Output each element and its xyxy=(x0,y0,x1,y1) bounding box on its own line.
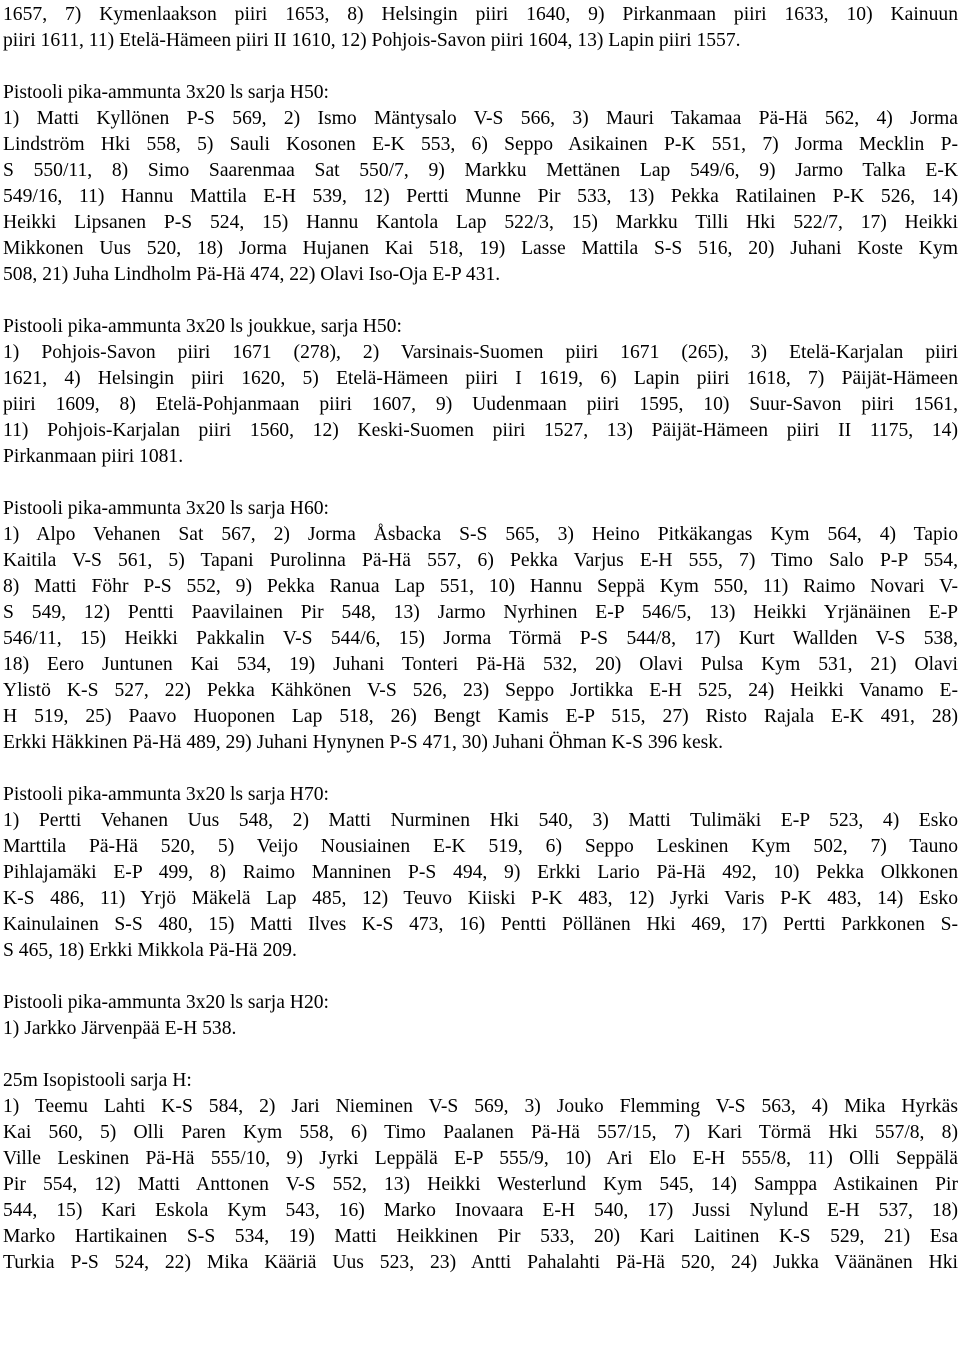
result-line: 8) Matti Föhr P-S 552, 9) Pekka Ranua Lap 551, 10) Hannu Seppä Kym 550, 11) Raimo Novari V- xyxy=(3,576,958,597)
section-isopistooli xyxy=(3,1068,958,1276)
section-heading: 25m Isopistooli sarja H: xyxy=(3,1070,192,1091)
section-h50 xyxy=(3,80,958,288)
result-line: Turkia P-S 524, 22) Mika Kääriä Uus 523, 23) Antti Pahalahti Pä-Hä 520, 24) Jukka Väänänen Hki xyxy=(3,1252,958,1273)
section-heading: Pistooli pika-ammunta 3x20 ls sarja H70: xyxy=(3,784,329,805)
document-page xyxy=(3,2,958,1276)
result-line: K-S 486, 11) Yrjö Mäkelä Lap 485, 12) Teuvo Kiiski P-K 483, 12) Jyrki Varis P-K 483, 14) Esko xyxy=(3,888,958,909)
result-line: 1) Pohjois-Savon piiri 1671 (278), 2) Varsinais-Suomen piiri 1671 (265), 3) Etelä-Karjalan piiri xyxy=(3,342,958,363)
result-line: 546/11, 15) Heikki Pakkalin V-S 544/6, 15) Jorma Törmä P-S 544/8, 17) Kurt Wallden V-S 538, xyxy=(3,628,958,649)
result-line: 18) Eero Juntunen Kai 534, 19) Juhani Tonteri Pä-Hä 532, 20) Olavi Pulsa Kym 531, 21) Olavi xyxy=(3,654,958,675)
section-heading: Pistooli pika-ammunta 3x20 ls sarja H50: xyxy=(3,82,329,103)
result-line: Pirkanmaan piiri 1081. xyxy=(3,446,184,467)
result-line: Lindström Hki 558, 5) Sauli Kosonen E-K 553, 6) Seppo Asikainen P-K 551, 7) Jorma Mecklin P- xyxy=(3,134,958,155)
result-line: Marko Hartikainen S-S 534, 19) Matti Heikkinen Pir 533, 20) Kari Laitinen K-S 529, 21) Esa xyxy=(3,1226,958,1247)
result-line: 1) Jarkko Järvenpää E-H 538. xyxy=(3,1018,237,1039)
result-line: 1) Pertti Vehanen Uus 548, 2) Matti Nurminen Hki 540, 3) Matti Tulimäki E-P 523, 4) Esko xyxy=(3,810,958,831)
result-line: 544, 15) Kari Eskola Kym 543, 16) Marko Inovaara E-H 540, 17) Jussi Nylund E-H 537, 18) xyxy=(3,1200,958,1221)
result-line: 1) Matti Kyllönen P-S 569, 2) Ismo Mäntysalo V-S 566, 3) Mauri Takamaa Pä-Hä 562, 4) Jorma xyxy=(3,108,958,129)
result-line: Pihlajamäki E-P 499, 8) Raimo Manninen P-S 494, 9) Erkki Lario Pä-Hä 492, 10) Pekka Olkkonen xyxy=(3,862,958,883)
result-line: Ville Leskinen Pä-Hä 555/10, 9) Jyrki Leppälä E-P 555/9, 10) Ari Elo E-H 555/8, 11) Olli Seppälä xyxy=(3,1148,958,1169)
result-line: S 550/11, 8) Simo Saarenmaa Sat 550/7, 9) Markku Mettänen Lap 549/6, 9) Jarmo Talka E-K xyxy=(3,160,958,181)
result-line: 1657, 7) Kymenlaakson piiri 1653, 8) Helsingin piiri 1640, 9) Pirkanmaan piiri 1633, 10) Kainuun xyxy=(3,4,958,25)
intro-results xyxy=(3,2,958,54)
result-line: Erkki Häkkinen Pä-Hä 489, 29) Juhani Hynynen P-S 471, 30) Juhani Öhman K-S 396 kesk. xyxy=(3,732,723,753)
result-line: piiri 1609, 8) Etelä-Pohjanmaan piiri 1607, 9) Uudenmaan piiri 1595, 10) Suur-Savon piiri 1561, xyxy=(3,394,958,415)
result-line: Ylistö K-S 527, 22) Pekka Kähkönen V-S 526, 23) Seppo Jortikka E-H 525, 24) Heikki Vanamo E- xyxy=(3,680,958,701)
section-h70 xyxy=(3,782,958,964)
section-heading: Pistooli pika-ammunta 3x20 ls joukkue, sarja H50: xyxy=(3,316,402,337)
section-h60 xyxy=(3,496,958,756)
result-line: Kaitila V-S 561, 5) Tapani Purolinna Pä-Hä 557, 6) Pekka Varjus E-H 555, 7) Timo Salo P-P 554, xyxy=(3,550,958,571)
section-heading: Pistooli pika-ammunta 3x20 ls sarja H60: xyxy=(3,498,329,519)
result-line: 11) Pohjois-Karjalan piiri 1560, 12) Keski-Suomen piiri 1527, 13) Päijät-Hämeen piiri II 1175, 14) xyxy=(3,420,958,441)
result-line: H 519, 25) Paavo Huoponen Lap 518, 26) Bengt Kamis E-P 515, 27) Risto Rajala E-K 491, 28) xyxy=(3,706,958,727)
section-h20 xyxy=(3,990,958,1042)
result-line: Kainulainen S-S 480, 15) Matti Ilves K-S 473, 16) Pentti Pöllänen Hki 469, 17) Pertti Parkkonen S- xyxy=(3,914,958,935)
section-h50-team xyxy=(3,314,958,470)
section-heading: Pistooli pika-ammunta 3x20 ls sarja H20: xyxy=(3,992,329,1013)
result-line: 1621, 4) Helsingin piiri 1620, 5) Etelä-Hämeen piiri I 1619, 6) Lapin piiri 1618, 7) Päijät-Hämeen xyxy=(3,368,958,389)
result-line: 549/16, 11) Hannu Mattila E-H 539, 12) Pertti Munne Pir 533, 13) Pekka Ratilainen P-K 526, 14) xyxy=(3,186,958,207)
result-line: piiri 1611, 11) Etelä-Hämeen piiri II 1610, 12) Pohjois-Savon piiri 1604, 13) Lapin piiri 1557. xyxy=(3,30,741,51)
result-line: 1) Teemu Lahti K-S 584, 2) Jari Nieminen V-S 569, 3) Jouko Flemming V-S 563, 4) Mika Hyrkäs xyxy=(3,1096,958,1117)
result-line: Heikki Lipsanen P-S 524, 15) Hannu Kantola Lap 522/3, 15) Markku Tilli Hki 522/7, 17) Heikki xyxy=(3,212,958,233)
result-line: S 465, 18) Erkki Mikkola Pä-Hä 209. xyxy=(3,940,297,961)
result-line: Kai 560, 5) Olli Paren Kym 558, 6) Timo Paalanen Pä-Hä 557/15, 7) Kari Törmä Hki 557/8, 8) xyxy=(3,1122,958,1143)
result-line: Pir 554, 12) Matti Anttonen V-S 552, 13) Heikki Westerlund Kym 545, 14) Samppa Astikainen Pir xyxy=(3,1174,958,1195)
result-line: S 549, 12) Pentti Paavilainen Pir 548, 13) Jarmo Nyrhinen E-P 546/5, 13) Heikki Yrjänäinen E-P xyxy=(3,602,958,623)
result-line: Mikkonen Uus 520, 18) Jorma Hujanen Kai 518, 19) Lasse Mattila S-S 516, 20) Juhani Koste Kym xyxy=(3,238,958,259)
result-line: Marttila Pä-Hä 520, 5) Veijo Nousiainen E-K 519, 6) Seppo Leskinen Kym 502, 7) Tauno xyxy=(3,836,958,857)
result-line: 1) Alpo Vehanen Sat 567, 2) Jorma Åsbacka S-S 565, 3) Heino Pitkäkangas Kym 564, 4) Tapio xyxy=(3,524,958,545)
result-line: 508, 21) Juha Lindholm Pä-Hä 474, 22) Olavi Iso-Oja E-P 431. xyxy=(3,264,501,285)
